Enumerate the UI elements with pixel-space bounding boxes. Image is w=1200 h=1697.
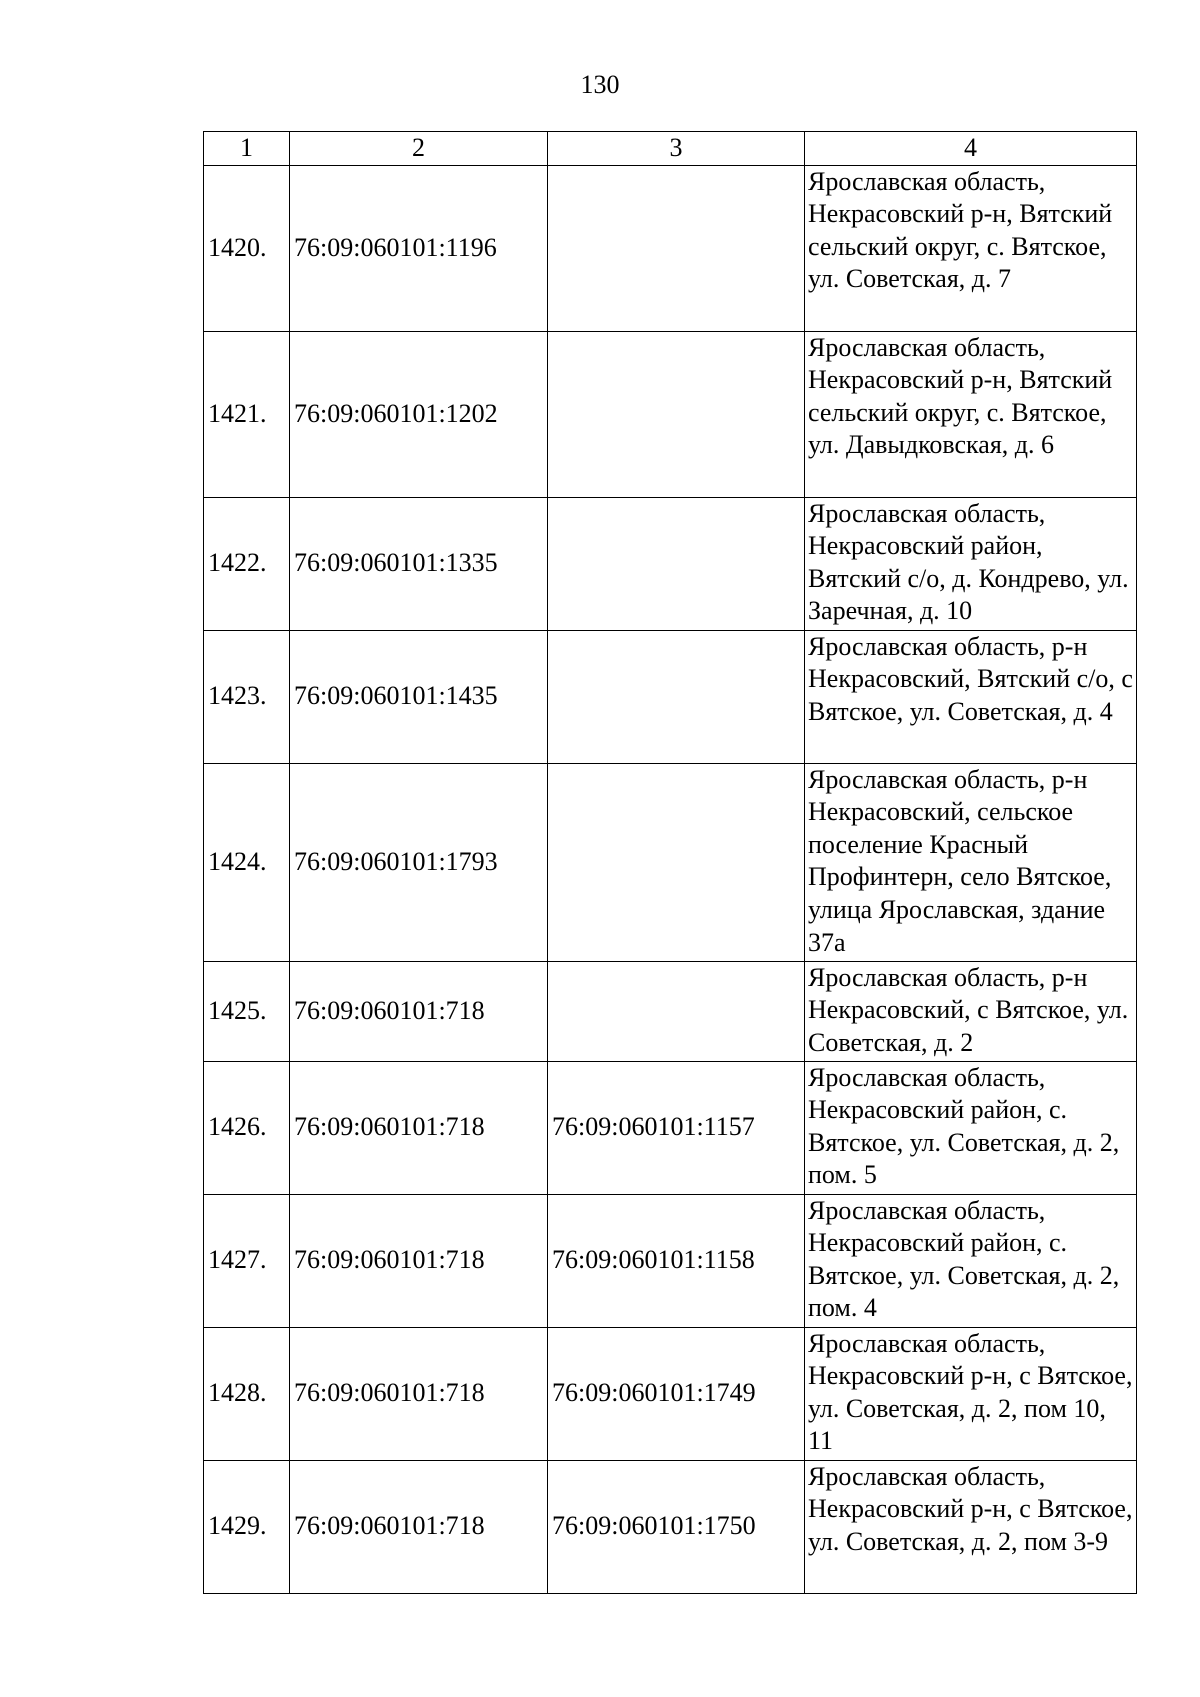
object-number: 76:09:060101:1750 xyxy=(548,1460,805,1593)
page-number: 130 xyxy=(580,70,620,99)
object-number xyxy=(548,497,805,630)
row-number: 1424. xyxy=(204,763,290,961)
table-row xyxy=(204,961,1137,1061)
header-col-2: 2 xyxy=(290,132,548,166)
header-col-1: 1 xyxy=(204,132,290,166)
cadastral-number: 76:09:060101:1202 xyxy=(290,331,548,497)
address: Ярославская область, Некрасовский район, с. Вятское, ул. Советская, д. 2, пом. 4 xyxy=(805,1194,1137,1327)
object-number xyxy=(548,961,805,1061)
cadastral-number: 76:09:060101:718 xyxy=(290,1327,548,1460)
cadastral-number: 76:09:060101:1196 xyxy=(290,165,548,331)
object-number xyxy=(548,331,805,497)
cadastral-number: 76:09:060101:718 xyxy=(290,1460,548,1593)
row-number: 1425. xyxy=(204,961,290,1061)
table-row xyxy=(204,1194,1137,1327)
table-row xyxy=(204,331,1137,497)
cadastral-number: 76:09:060101:718 xyxy=(290,1194,548,1327)
row-number: 1426. xyxy=(204,1061,290,1194)
address: Ярославская область, Некрасовский район, с. Вятское, ул. Советская, д. 2, пом. 5 xyxy=(805,1061,1137,1194)
cadastral-number: 76:09:060101:718 xyxy=(290,961,548,1061)
table-row xyxy=(204,165,1137,331)
object-number: 76:09:060101:1749 xyxy=(548,1327,805,1460)
object-number: 76:09:060101:1157 xyxy=(548,1061,805,1194)
object-number xyxy=(548,630,805,763)
row-number: 1428. xyxy=(204,1327,290,1460)
row-number: 1423. xyxy=(204,630,290,763)
cadastral-number: 76:09:060101:1793 xyxy=(290,763,548,961)
object-number: 76:09:060101:1158 xyxy=(548,1194,805,1327)
address: Ярославская область, р-н Некрасовский, сельское поселение Красный Профинтерн, село Вятское, улица Ярославская, здание 37а xyxy=(805,763,1137,961)
header-col-3: 3 xyxy=(548,132,805,166)
table-row xyxy=(204,1460,1137,1593)
row-number: 1420. xyxy=(204,165,290,331)
object-number xyxy=(548,165,805,331)
table-row xyxy=(204,497,1137,630)
address: Ярославская область, Некрасовский р-н, с Вятское, ул. Советская, д. 2, пом 3-9 xyxy=(805,1460,1137,1593)
cadastral-number: 76:09:060101:1435 xyxy=(290,630,548,763)
row-number: 1427. xyxy=(204,1194,290,1327)
address: Ярославская область, р-н Некрасовский, с Вятское, ул. Советская, д. 2 xyxy=(805,961,1137,1061)
row-number: 1422. xyxy=(204,497,290,630)
address: Ярославская область, Некрасовский р-н, Вятский сельский округ, с. Вятское, ул. Советская, д. 7 xyxy=(805,165,1137,331)
table-row xyxy=(204,1327,1137,1460)
object-number xyxy=(548,763,805,961)
table-row xyxy=(204,1061,1137,1194)
cadastral-number: 76:09:060101:718 xyxy=(290,1061,548,1194)
address: Ярославская область, р-н Некрасовский, Вятский с/о, с Вятское, ул. Советская, д. 4 xyxy=(805,630,1137,763)
table-row xyxy=(204,630,1137,763)
address: Ярославская область, Некрасовский р-н, Вятский сельский округ, с. Вятское, ул. Давыдковская, д. 6 xyxy=(805,331,1137,497)
row-number: 1429. xyxy=(204,1460,290,1593)
registry-table xyxy=(203,131,1137,1594)
header-col-4: 4 xyxy=(805,132,1137,166)
row-number: 1421. xyxy=(204,331,290,497)
cadastral-number: 76:09:060101:1335 xyxy=(290,497,548,630)
address: Ярославская область, Некрасовский район, Вятский с/о, д. Кондрево, ул. Заречная, д. 10 xyxy=(805,497,1137,630)
table-row xyxy=(204,763,1137,961)
header-row xyxy=(204,132,1137,166)
address: Ярославская область, Некрасовский р-н, с Вятское, ул. Советская, д. 2, пом 10, 11 xyxy=(805,1327,1137,1460)
